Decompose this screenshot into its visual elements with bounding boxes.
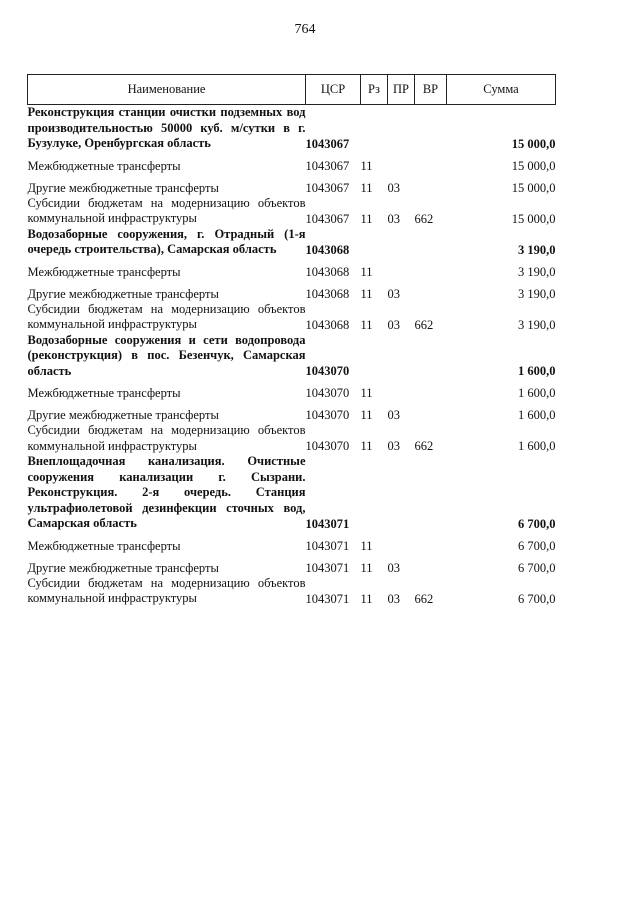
cell-vr bbox=[415, 454, 447, 532]
cell-pr bbox=[388, 227, 415, 258]
cell-rz: 11 bbox=[360, 286, 373, 301]
cell-name: Межбюджетные трансферты bbox=[27, 386, 181, 400]
cell-pr bbox=[388, 258, 415, 280]
cell-sum: 15 000,0 bbox=[511, 158, 556, 173]
cell-csr: 1043071 bbox=[305, 591, 350, 606]
cell-rz: 11 bbox=[360, 211, 373, 226]
cell-sum: 6 700,0 bbox=[518, 516, 556, 531]
cell-csr: 1043071 bbox=[305, 538, 350, 553]
cell-pr bbox=[388, 333, 415, 380]
table-row bbox=[28, 152, 556, 174]
cell-pr: 03 bbox=[387, 286, 400, 301]
cell-pr bbox=[388, 379, 415, 401]
cell-vr bbox=[415, 280, 447, 302]
cell-name: Другие межбюджетные трансферты bbox=[27, 286, 219, 301]
table-row bbox=[28, 554, 556, 576]
cell-pr: 03 bbox=[387, 317, 400, 332]
cell-sum: 3 190,0 bbox=[518, 286, 556, 301]
cell-pr bbox=[388, 105, 415, 152]
section-row bbox=[28, 454, 556, 532]
cell-sum: 3 190,0 bbox=[518, 264, 556, 279]
cell-name: Другие межбюджетные трансферты bbox=[27, 180, 219, 195]
cell-sum: 6 700,0 bbox=[518, 591, 556, 606]
header-name: Наименование bbox=[28, 75, 306, 105]
cell-vr bbox=[415, 227, 447, 258]
cell-csr: 1043071 bbox=[305, 516, 350, 531]
cell-name: Другие межбюджетные трансферты bbox=[27, 408, 219, 422]
table-row bbox=[28, 401, 556, 423]
cell-name: Внеплощадочная канализация. Очистные сооружения канализации г. Сызрани. Реконструкция. 2-я очередь. Станция ультрафиолетовой дезинфекции сточных вод, Самарская область bbox=[27, 454, 306, 530]
cell-pr: 03 bbox=[387, 180, 400, 195]
cell-sum: 15 000,0 bbox=[511, 211, 556, 226]
cell-sum: 1 600,0 bbox=[518, 386, 556, 400]
cell-csr: 1043068 bbox=[305, 264, 350, 279]
table-row bbox=[28, 196, 556, 227]
cell-csr: 1043068 bbox=[305, 242, 350, 257]
cell-sum: 1 600,0 bbox=[518, 364, 556, 378]
cell-sum: 6 700,0 bbox=[518, 560, 556, 575]
table-row bbox=[28, 379, 556, 401]
cell-sum: 15 000,0 bbox=[511, 180, 556, 195]
cell-rz: 11 bbox=[360, 439, 373, 453]
cell-rz bbox=[361, 105, 388, 152]
section-row bbox=[28, 333, 556, 380]
cell-csr: 1043071 bbox=[305, 560, 350, 575]
cell-name: Субсидии бюджетам на модернизацию объектов коммунальной инфраструктуры bbox=[27, 423, 306, 453]
cell-sum: 6 700,0 bbox=[518, 538, 556, 553]
cell-name: Межбюджетные трансферты bbox=[27, 538, 181, 553]
table-body bbox=[28, 105, 556, 607]
table-header bbox=[28, 75, 556, 105]
table-row bbox=[28, 280, 556, 302]
cell-pr: 03 bbox=[387, 439, 400, 453]
cell-vr bbox=[415, 333, 447, 380]
section-row bbox=[28, 105, 556, 152]
cell-vr bbox=[415, 105, 447, 152]
cell-name: Другие межбюджетные трансферты bbox=[27, 560, 219, 575]
cell-vr bbox=[415, 174, 447, 196]
cell-pr bbox=[388, 532, 415, 554]
cell-rz: 11 bbox=[360, 158, 373, 173]
table-row bbox=[28, 423, 556, 454]
cell-csr: 1043067 bbox=[305, 136, 350, 151]
header-rz: Рз bbox=[361, 75, 388, 105]
table-row bbox=[28, 576, 556, 607]
cell-name: Субсидии бюджетам на модернизацию объектов коммунальной инфраструктуры bbox=[27, 301, 306, 331]
cell-csr: 1043070 bbox=[305, 386, 350, 400]
cell-rz: 11 bbox=[360, 408, 373, 422]
cell-csr: 1043068 bbox=[305, 286, 350, 301]
header-vr: ВР bbox=[415, 75, 447, 105]
cell-pr: 03 bbox=[387, 591, 400, 606]
cell-csr: 1043067 bbox=[305, 180, 350, 195]
cell-rz: 11 bbox=[360, 180, 373, 195]
cell-rz bbox=[361, 333, 388, 380]
cell-vr bbox=[415, 554, 447, 576]
table-row bbox=[28, 532, 556, 554]
cell-sum: 3 190,0 bbox=[518, 317, 556, 332]
cell-vr bbox=[415, 152, 447, 174]
header-csr: ЦСР bbox=[306, 75, 361, 105]
table-row bbox=[28, 174, 556, 196]
cell-name: Субсидии бюджетам на модернизацию объектов коммунальной инфраструктуры bbox=[27, 195, 306, 225]
cell-pr bbox=[388, 152, 415, 174]
budget-table bbox=[27, 74, 556, 607]
cell-csr: 1043070 bbox=[305, 408, 350, 422]
cell-vr bbox=[415, 258, 447, 280]
cell-rz: 11 bbox=[360, 264, 373, 279]
cell-pr: 03 bbox=[387, 408, 400, 422]
cell-name: Межбюджетные трансферты bbox=[27, 158, 181, 173]
table-row bbox=[28, 258, 556, 280]
cell-rz bbox=[361, 227, 388, 258]
cell-pr: 03 bbox=[387, 560, 400, 575]
header-sum: Сумма bbox=[447, 75, 556, 105]
cell-pr: 03 bbox=[387, 211, 400, 226]
cell-vr bbox=[415, 401, 447, 423]
header-pr: ПР bbox=[388, 75, 415, 105]
cell-csr: 1043067 bbox=[305, 158, 350, 173]
cell-csr: 1043067 bbox=[305, 211, 350, 226]
cell-sum: 1 600,0 bbox=[518, 439, 556, 453]
cell-rz: 11 bbox=[360, 591, 373, 606]
section-row bbox=[28, 227, 556, 258]
cell-rz: 11 bbox=[360, 386, 373, 400]
cell-csr: 1043070 bbox=[305, 439, 350, 453]
cell-name: Субсидии бюджетам на модернизацию объектов коммунальной инфраструктуры bbox=[27, 575, 306, 605]
cell-vr: 662 bbox=[414, 211, 434, 226]
cell-rz bbox=[361, 454, 388, 532]
cell-name: Межбюджетные трансферты bbox=[27, 264, 181, 279]
cell-vr: 662 bbox=[414, 591, 434, 606]
table-row bbox=[28, 302, 556, 333]
page-number: 764 bbox=[294, 22, 316, 37]
cell-sum: 1 600,0 bbox=[518, 408, 556, 422]
cell-vr bbox=[415, 379, 447, 401]
cell-vr bbox=[415, 532, 447, 554]
cell-name: Водозаборные сооружения и сети водопровода (реконструкция) в пос. Безенчук, Самарская область bbox=[27, 332, 306, 378]
cell-vr: 662 bbox=[414, 317, 434, 332]
cell-csr: 1043070 bbox=[305, 364, 350, 378]
cell-rz: 11 bbox=[360, 317, 373, 332]
cell-sum: 3 190,0 bbox=[518, 242, 556, 257]
cell-pr bbox=[388, 454, 415, 532]
cell-name: Реконструкция станции очистки подземных вод производительностью 50000 куб. м/сутки в г. Бузулуке, Оренбургская область bbox=[27, 105, 306, 150]
cell-rz: 11 bbox=[360, 538, 373, 553]
cell-vr: 662 bbox=[414, 439, 434, 453]
cell-csr: 1043068 bbox=[305, 317, 350, 332]
cell-rz: 11 bbox=[360, 560, 373, 575]
cell-sum: 15 000,0 bbox=[511, 136, 556, 151]
cell-name: Водозаборные сооружения, г. Отрадный (1-я очередь строительства), Самарская область bbox=[27, 226, 306, 256]
